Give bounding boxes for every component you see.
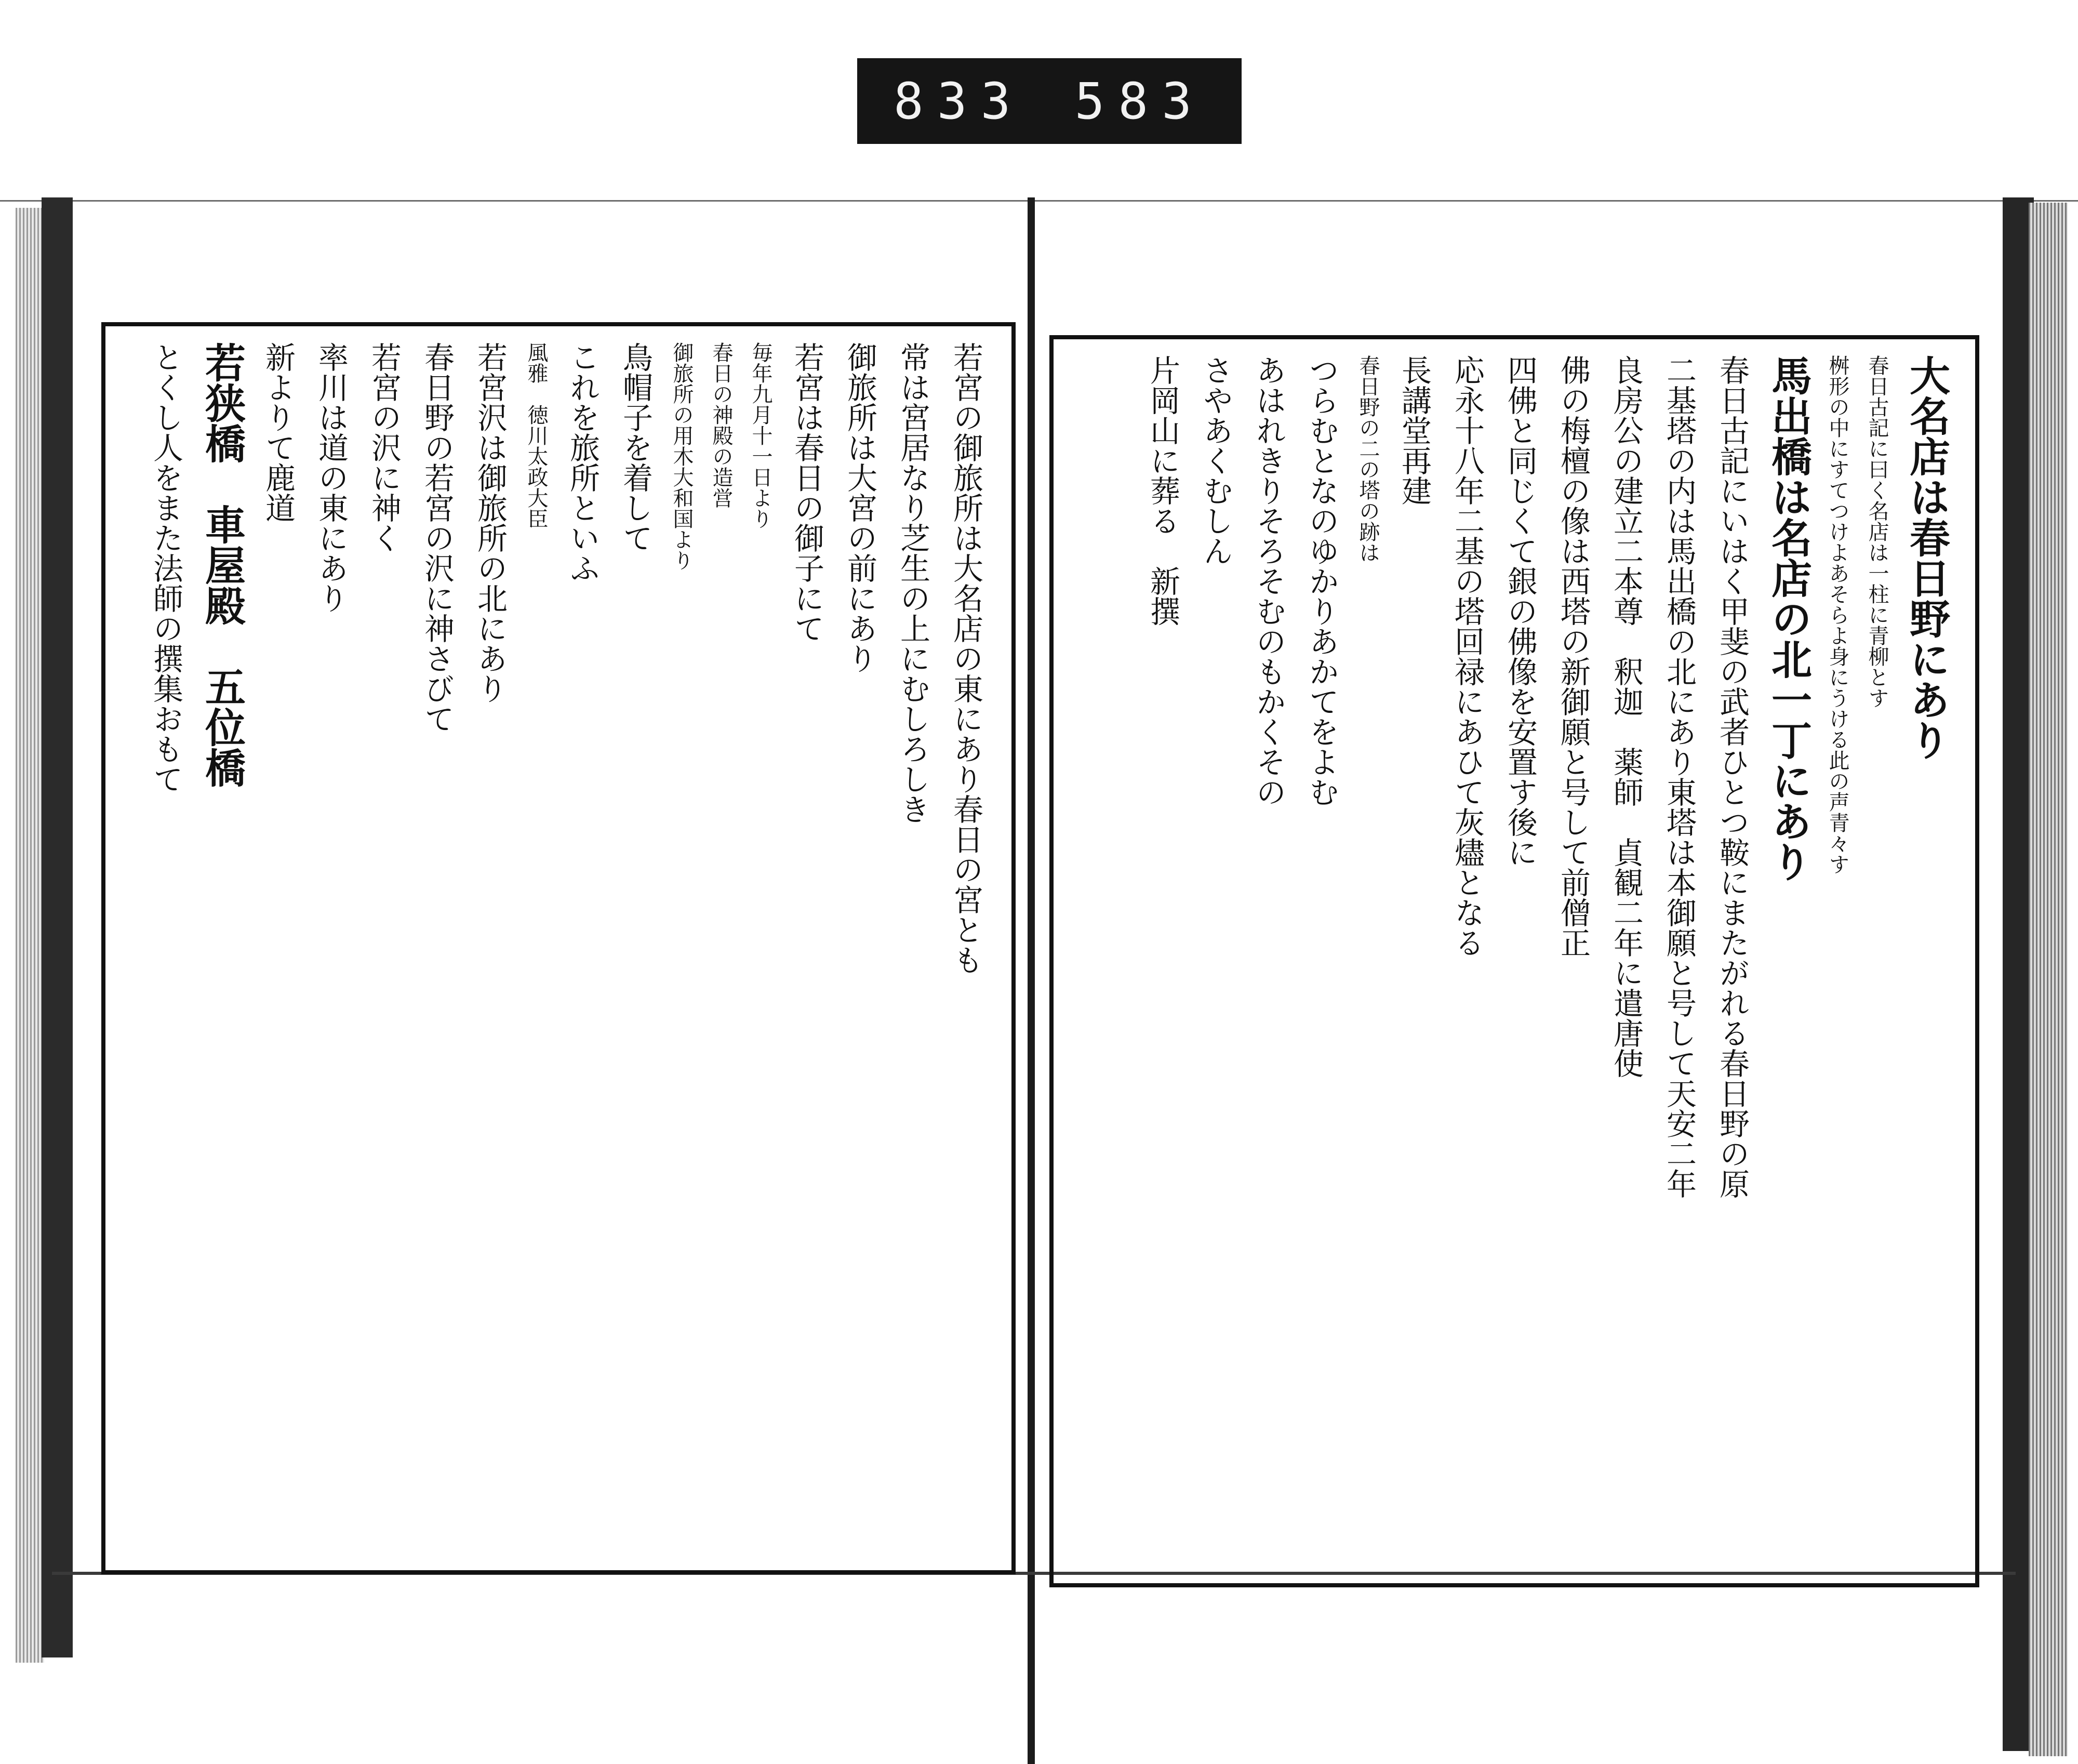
text-line: これを旅所といふ [565, 342, 600, 583]
text-line: 春日古記にいはく甲斐の武者ひとつ鞍にまたがれる春日野の原 [1714, 355, 1750, 1199]
frame-counter-left: 833 [894, 72, 1024, 130]
text-line: 大名店は春日野にあり [1903, 355, 1950, 760]
text-line: 若宮は春日の御子にて [789, 342, 824, 643]
text-line: 春日の神殿の造営 [709, 342, 733, 508]
right-page-stack [2029, 203, 2068, 1756]
text-line: 春日野の若宮の沢に神さびて [419, 342, 455, 734]
text-line: さやあくむしん [1198, 355, 1233, 566]
text-line: 率川は道の東にあり [313, 342, 349, 613]
center-gutter [1028, 197, 1035, 1764]
text-line: 鳥帽子を着して [618, 342, 653, 553]
text-line: 春日古記に曰く名店は一柱に青柳とす [1865, 355, 1889, 708]
left-page-stack [16, 208, 44, 1663]
right-page-frame [1049, 335, 1979, 1587]
text-line: 若宮の沢に神く [366, 342, 402, 553]
left-book-edge [42, 197, 73, 1657]
right-page-text [1074, 355, 1954, 1568]
text-line: 良房公の建立二本尊 釈迦 薬師 貞観二年に遣唐使 [1608, 355, 1644, 1078]
text-line: 新よりて鹿道 [260, 342, 296, 523]
left-page-frame [101, 322, 1016, 1574]
text-line: 片岡山に葬る 新撰 [1145, 355, 1180, 626]
text-line: 桝形の中にすてつけよあそらよ身にうける此の声青々す [1826, 355, 1849, 874]
text-line: 二基塔の内は馬出橋の北にあり東塔は本御願と号して天安二年 [1661, 355, 1697, 1199]
text-line: 若狭橋 車屋殿 五位橋 [198, 342, 246, 788]
text-line: 御旅所の用木大和国より [670, 342, 694, 571]
text-line: つらむとなのゆかりあかてをよむ [1304, 355, 1339, 807]
text-line: あはれきりそろそむのもかくその [1251, 355, 1286, 807]
text-line: 春日野の二の塔の跡は [1356, 355, 1380, 563]
text-line: とくし人をまた法師の撰集おもて [148, 342, 183, 794]
page-top-edge [0, 200, 2078, 202]
text-line: 長講堂再建 [1396, 355, 1432, 506]
text-line: 佛の梅檀の像は西塔の新御願と号して前僧正 [1555, 355, 1591, 958]
text-line: 若宮の御旅所は大名店の東にあり春日の宮とも [948, 342, 983, 975]
text-line: 若宮沢は御旅所の北にあり [472, 342, 508, 704]
frame-counter [857, 58, 1242, 144]
frame-counter-right: 583 [1074, 72, 1205, 130]
text-line: 常は宮居なり芝生の上にむしろしき [895, 342, 930, 824]
text-line: 風雅 徳川太政大臣 [524, 342, 548, 529]
text-line: 馬出橋は名店の北一丁にあり [1765, 355, 1812, 882]
text-line: 四佛と同じくて銀の佛像を安置す後に [1502, 355, 1538, 867]
text-line: 御旅所は大宮の前にあり [842, 342, 877, 673]
left-page-text [126, 342, 991, 1555]
text-line: 毎年九月十一日より [749, 342, 772, 529]
text-line: 応永十八年二基の塔回禄にあひて灰燼となる [1449, 355, 1485, 958]
